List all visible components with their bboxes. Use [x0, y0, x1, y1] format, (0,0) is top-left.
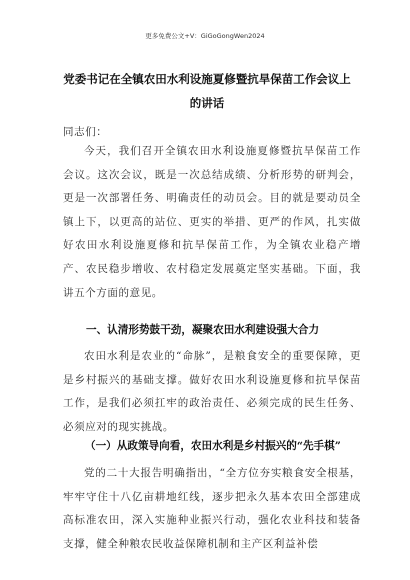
section-heading-1: 一、认清形势鼓干劲，凝聚农田水利建设强大合力 [86, 324, 320, 336]
document-title-continued: 的讲话 [189, 96, 225, 110]
section-1-paragraph: 农田水利是农业的“命脉”，是粮食安全的重要保障，更是乡村振兴的基础支撑。做好农田水利设施夏修和抗旱保苗工作，是我们必须扛牢的政治责任、必须完成的民生任务、必须应对的现实挑战。 [63, 350, 361, 433]
section-heading-2: （一）从政策导向看，农田水利是乡村振兴的“先手棋” [85, 440, 341, 452]
header-note: 更多免费公文+V：GiGoGongWen2024 [145, 32, 265, 40]
salutation: 同志们： [63, 126, 108, 138]
intro-paragraph: 今天，我们召开全镇农田水利设施夏修暨抗旱保苗工作会议。这次会议，既是一次总结成绩、分析形势的研判会，更是一次部署任务、明确责任的动员会。目的就是要动员全镇上下，以更高的站位、更实的举措、更严的作风，扎实做好农田水利设施夏修和抗旱保苗工作，为全镇农业稳产增产、农民稳步增收、农村稳定发展奠定坚实基础。下面，我讲五个方面的意见。 [63, 145, 361, 299]
section-2-paragraph: 党的二十大报告明确指出，“全方位夯实粮食安全根基，牢牢守住十八亿亩耕地红线，逐步把永久基本农田全部建成高标准农田，深入实施种业振兴行动，强化农业科技和装备支撑，健全种粮农民收益保障机制和主产区利益补偿 [63, 467, 361, 550]
document-title: 党委书记在全镇农田水利设施夏修暨抗旱保苗工作会议上 [63, 72, 351, 86]
